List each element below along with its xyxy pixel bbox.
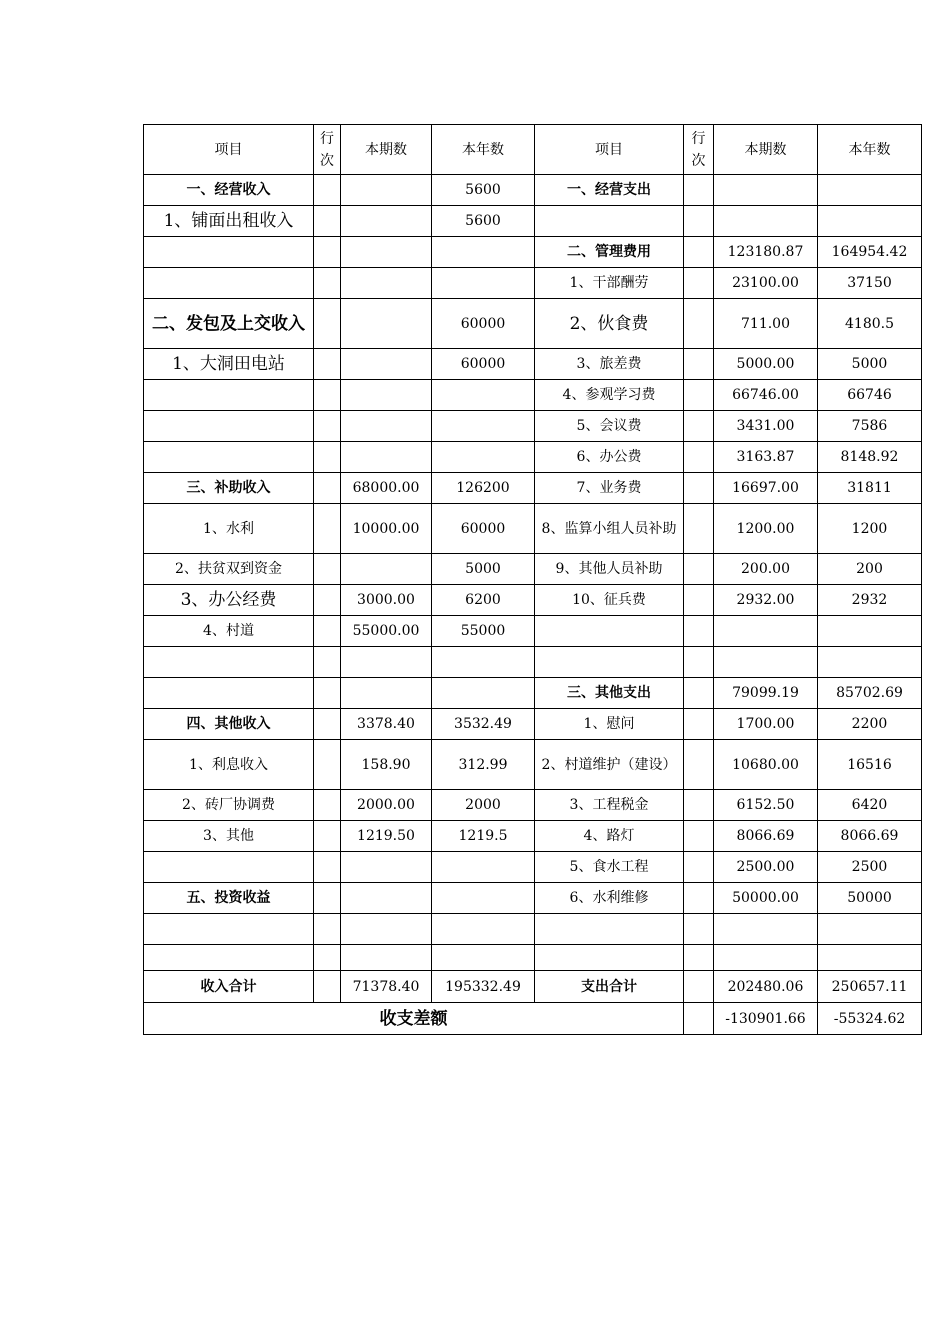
header-expense-line-no: 行次 (684, 125, 714, 175)
expense-total-period: 202480.06 (714, 971, 818, 1003)
income-item: 1、大洞田电站 (144, 349, 314, 380)
expense-year: 200 (818, 554, 922, 585)
expense-line-no (684, 790, 714, 821)
income-item (144, 647, 314, 678)
header-expense-period: 本期数 (714, 125, 818, 175)
income-line-no (314, 299, 341, 349)
expense-line-no (684, 504, 714, 554)
expense-period (714, 945, 818, 971)
table-row (144, 349, 922, 380)
income-line-no (314, 411, 341, 442)
table-row (144, 678, 922, 709)
expense-item: 4、路灯 (535, 821, 684, 852)
income-item: 一、经营收入 (144, 175, 314, 206)
income-item: 五、投资收益 (144, 883, 314, 914)
income-year: 2000 (432, 790, 535, 821)
income-period: 2000.00 (341, 790, 432, 821)
table-row (144, 442, 922, 473)
expense-period: 5000.00 (714, 349, 818, 380)
totals-row (144, 971, 922, 1003)
expense-item: 3、旅差费 (535, 349, 684, 380)
income-year: 6200 (432, 585, 535, 616)
expense-item: 一、经营支出 (535, 175, 684, 206)
expense-line-no (684, 971, 714, 1003)
header-income-item: 项目 (144, 125, 314, 175)
expense-line-no (684, 299, 714, 349)
income-item: 1、水利 (144, 504, 314, 554)
expense-year: 2200 (818, 709, 922, 740)
income-year: 5600 (432, 175, 535, 206)
table-row (144, 175, 922, 206)
income-item: 1、利息收入 (144, 740, 314, 790)
expense-period: 200.00 (714, 554, 818, 585)
income-item: 3、其他 (144, 821, 314, 852)
expense-item: 10、征兵费 (535, 585, 684, 616)
expense-period: 2500.00 (714, 852, 818, 883)
expense-period: 6152.50 (714, 790, 818, 821)
income-item (144, 914, 314, 945)
income-item: 二、发包及上交收入 (144, 299, 314, 349)
expense-item: 2、村道维护（建设） (535, 740, 684, 790)
expense-year: 2932 (818, 585, 922, 616)
expense-year: 5000 (818, 349, 922, 380)
income-item (144, 442, 314, 473)
income-period: 68000.00 (341, 473, 432, 504)
income-line-no (314, 349, 341, 380)
income-period (341, 883, 432, 914)
income-period: 3000.00 (341, 585, 432, 616)
income-item (144, 411, 314, 442)
expense-year: 8148.92 (818, 442, 922, 473)
income-year: 312.99 (432, 740, 535, 790)
expense-year (818, 175, 922, 206)
expense-period (714, 175, 818, 206)
balance-period: -130901.66 (714, 1003, 818, 1035)
table-row (144, 473, 922, 504)
expense-item (535, 647, 684, 678)
table-row (144, 616, 922, 647)
expense-item: 4、参观学习费 (535, 380, 684, 411)
header-income-period: 本期数 (341, 125, 432, 175)
income-line-no (314, 678, 341, 709)
expense-line-no (684, 442, 714, 473)
income-item (144, 380, 314, 411)
table-row (144, 585, 922, 616)
table-row (144, 883, 922, 914)
expense-item: 6、水利维修 (535, 883, 684, 914)
expense-year (818, 914, 922, 945)
income-line-no (314, 206, 341, 237)
expense-line-no (684, 678, 714, 709)
expense-line-no (684, 821, 714, 852)
expense-period: 50000.00 (714, 883, 818, 914)
income-year (432, 442, 535, 473)
expense-line-no (684, 175, 714, 206)
income-line-no (314, 616, 341, 647)
expense-line-no (684, 945, 714, 971)
income-year (432, 647, 535, 678)
expense-year: 16516 (818, 740, 922, 790)
expense-line-no (684, 647, 714, 678)
expense-item: 3、工程税金 (535, 790, 684, 821)
expense-year (818, 945, 922, 971)
expense-line-no (684, 380, 714, 411)
header-income-line-no: 行次 (314, 125, 341, 175)
income-year (432, 380, 535, 411)
income-line-no (314, 585, 341, 616)
income-period: 10000.00 (341, 504, 432, 554)
expense-line-no (684, 616, 714, 647)
expense-line-no (684, 411, 714, 442)
income-item: 三、补助收入 (144, 473, 314, 504)
income-line-no (314, 883, 341, 914)
table-row (144, 790, 922, 821)
income-line-no (314, 504, 341, 554)
income-year: 60000 (432, 299, 535, 349)
expense-total-year: 250657.11 (818, 971, 922, 1003)
income-period: 158.90 (341, 740, 432, 790)
income-period (341, 299, 432, 349)
income-period (341, 380, 432, 411)
table-row (144, 647, 922, 678)
expense-item: 2、伙食费 (535, 299, 684, 349)
income-line-no (314, 554, 341, 585)
income-total-year: 195332.49 (432, 971, 535, 1003)
income-period (341, 411, 432, 442)
income-year: 5600 (432, 206, 535, 237)
income-line-no (314, 473, 341, 504)
header-expense-year: 本年数 (818, 125, 922, 175)
expense-item: 6、办公费 (535, 442, 684, 473)
expense-period: 711.00 (714, 299, 818, 349)
expense-period: 23100.00 (714, 268, 818, 299)
income-period: 3378.40 (341, 709, 432, 740)
expense-period: 1200.00 (714, 504, 818, 554)
income-period (341, 206, 432, 237)
expense-line-no (684, 268, 714, 299)
income-item (144, 852, 314, 883)
expense-year: 6420 (818, 790, 922, 821)
income-line-no (314, 175, 341, 206)
expense-year (818, 647, 922, 678)
income-year: 60000 (432, 349, 535, 380)
income-line-no (314, 237, 341, 268)
income-year (432, 678, 535, 709)
expense-line-no (684, 883, 714, 914)
expense-item: 1、干部酬劳 (535, 268, 684, 299)
income-period: 55000.00 (341, 616, 432, 647)
expense-line-no (684, 237, 714, 268)
expense-item (535, 616, 684, 647)
table-row (144, 299, 922, 349)
balance-label: 收支差额 (144, 1003, 684, 1035)
income-total-label: 收入合计 (144, 971, 314, 1003)
income-year: 1219.5 (432, 821, 535, 852)
income-item (144, 678, 314, 709)
income-line-no (314, 740, 341, 790)
income-year (432, 268, 535, 299)
table-row (144, 268, 922, 299)
header-income-year: 本年数 (432, 125, 535, 175)
expense-period: 79099.19 (714, 678, 818, 709)
table-row (144, 504, 922, 554)
table-row (144, 206, 922, 237)
table-row (144, 914, 922, 945)
income-year: 5000 (432, 554, 535, 585)
expense-item (535, 914, 684, 945)
income-line-no (314, 442, 341, 473)
income-year (432, 237, 535, 268)
income-item: 四、其他收入 (144, 709, 314, 740)
expense-period (714, 616, 818, 647)
expense-line-no (684, 740, 714, 790)
balance-line-no (684, 1003, 714, 1035)
income-total-period: 71378.40 (341, 971, 432, 1003)
expense-line-no (684, 473, 714, 504)
expense-item: 8、监算小组人员补助 (535, 504, 684, 554)
income-item: 2、扶贫双到资金 (144, 554, 314, 585)
expense-line-no (684, 206, 714, 237)
expense-period: 8066.69 (714, 821, 818, 852)
income-year: 55000 (432, 616, 535, 647)
expense-line-no (684, 852, 714, 883)
income-line-no (314, 971, 341, 1003)
income-item: 3、办公经费 (144, 585, 314, 616)
header-expense-item: 项目 (535, 125, 684, 175)
expense-year: 1200 (818, 504, 922, 554)
expense-item: 二、管理费用 (535, 237, 684, 268)
income-year (432, 945, 535, 971)
table-row (144, 554, 922, 585)
expense-period (714, 206, 818, 237)
expense-year: 8066.69 (818, 821, 922, 852)
income-year: 126200 (432, 473, 535, 504)
expense-period: 10680.00 (714, 740, 818, 790)
expense-line-no (684, 585, 714, 616)
expense-item: 5、食水工程 (535, 852, 684, 883)
balance-year: -55324.62 (818, 1003, 922, 1035)
income-item (144, 268, 314, 299)
expense-item: 5、会议费 (535, 411, 684, 442)
income-period (341, 268, 432, 299)
table-row (144, 380, 922, 411)
income-period (341, 554, 432, 585)
income-line-no (314, 380, 341, 411)
expense-year: 2500 (818, 852, 922, 883)
income-period (341, 237, 432, 268)
table-row (144, 237, 922, 268)
income-item (144, 237, 314, 268)
expense-line-no (684, 914, 714, 945)
expense-period: 3163.87 (714, 442, 818, 473)
expense-year: 50000 (818, 883, 922, 914)
table-row (144, 852, 922, 883)
income-item: 2、砖厂协调费 (144, 790, 314, 821)
expense-item (535, 945, 684, 971)
expense-item: 7、业务费 (535, 473, 684, 504)
expense-year: 31811 (818, 473, 922, 504)
table-row (144, 821, 922, 852)
table-row (144, 740, 922, 790)
expense-line-no (684, 709, 714, 740)
income-item (144, 945, 314, 971)
balance-row (144, 1003, 922, 1035)
income-period (341, 349, 432, 380)
income-item: 1、铺面出租收入 (144, 206, 314, 237)
expense-year: 164954.42 (818, 237, 922, 268)
expense-period: 1700.00 (714, 709, 818, 740)
expense-year: 85702.69 (818, 678, 922, 709)
expense-period: 3431.00 (714, 411, 818, 442)
expense-year (818, 206, 922, 237)
expense-period: 2932.00 (714, 585, 818, 616)
income-line-no (314, 945, 341, 971)
expense-year: 66746 (818, 380, 922, 411)
expense-year: 37150 (818, 268, 922, 299)
income-line-no (314, 790, 341, 821)
expense-item: 9、其他人员补助 (535, 554, 684, 585)
income-line-no (314, 268, 341, 299)
income-line-no (314, 821, 341, 852)
income-period (341, 442, 432, 473)
expense-period: 66746.00 (714, 380, 818, 411)
income-year (432, 914, 535, 945)
expense-item (535, 206, 684, 237)
income-year: 3532.49 (432, 709, 535, 740)
income-line-no (314, 647, 341, 678)
income-year (432, 411, 535, 442)
expense-item: 1、慰问 (535, 709, 684, 740)
expense-year (818, 616, 922, 647)
table-header-row (144, 125, 922, 175)
income-item: 4、村道 (144, 616, 314, 647)
expense-year: 7586 (818, 411, 922, 442)
income-line-no (314, 914, 341, 945)
income-year (432, 852, 535, 883)
expense-period (714, 914, 818, 945)
income-period (341, 175, 432, 206)
expense-line-no (684, 554, 714, 585)
income-year (432, 883, 535, 914)
income-period (341, 647, 432, 678)
table-row (144, 411, 922, 442)
expense-year: 4180.5 (818, 299, 922, 349)
expense-total-label: 支出合计 (535, 971, 684, 1003)
table-row (144, 945, 922, 971)
expense-item: 三、其他支出 (535, 678, 684, 709)
expense-line-no (684, 349, 714, 380)
income-line-no (314, 852, 341, 883)
expense-period: 123180.87 (714, 237, 818, 268)
income-period (341, 914, 432, 945)
income-period (341, 678, 432, 709)
income-year: 60000 (432, 504, 535, 554)
table-row (144, 709, 922, 740)
expense-period: 16697.00 (714, 473, 818, 504)
income-expense-table (143, 124, 922, 1035)
income-line-no (314, 709, 341, 740)
income-period (341, 945, 432, 971)
income-period (341, 852, 432, 883)
expense-period (714, 647, 818, 678)
income-period: 1219.50 (341, 821, 432, 852)
